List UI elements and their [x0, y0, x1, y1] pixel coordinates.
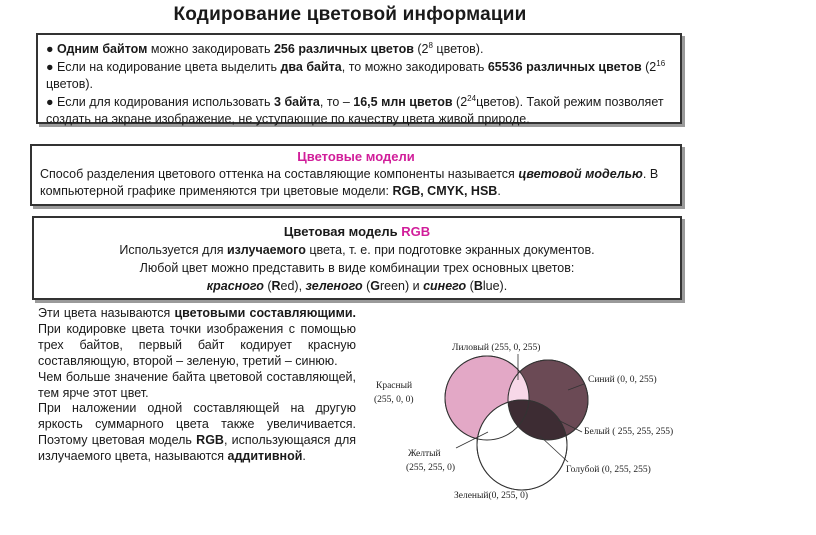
- page-title: Кодирование цветовой информации: [173, 4, 527, 25]
- color-models-box: [30, 144, 682, 206]
- blue-label: Синий (0, 0, 255): [588, 375, 657, 385]
- magenta-label: Лиловый (255, 0, 255): [452, 343, 541, 353]
- bullet-two-bytes: ● Если на кодирование цвета выделить два байта, то можно закодировать 65536 различных цветов ($2^{16}$ цветов).: [46, 58, 666, 91]
- rgb-primaries-text: красного (Red), зеленого (Green) и синего (Blue).: [206, 279, 508, 293]
- paragraph-components: Эти цвета называются цветовыми составляющими. При кодировке цвета точки изображения с помощью трех байтов, первый байт кодирует красную составляющую, второй – зеленую, третий – синюю.: [38, 306, 357, 368]
- rgb-explanation-text: [38, 306, 356, 465]
- rgb-combination-text: Любой цвет можно представить в виде комбинации трех основных цветов:: [139, 261, 575, 275]
- cyan-label: Голубой (0, 255, 255): [566, 465, 651, 475]
- paragraph-additive: При наложении одной составляющей на другую яркость суммарного цвета также увеличивается. Поэтому цветовая модель RGB, использующаяся для излучаемого цвета, называются аддитивной.: [38, 401, 357, 464]
- green-label: Зеленый(0, 255, 0): [454, 491, 529, 501]
- yellow-value: (255, 255, 0): [406, 463, 456, 473]
- rgb-venn-diagram: [370, 328, 700, 508]
- white-label: Белый ( 255, 255, 255): [584, 427, 674, 437]
- rgb-model-header: Цветовая модель RGB: [283, 224, 431, 239]
- paragraph-brightness: Чем больше значение байта цветовой составляющей, тем ярче этот цвет.: [38, 369, 356, 400]
- red-value: (255, 0, 0): [374, 395, 414, 405]
- yellow-label: Желтый: [408, 449, 441, 459]
- color-models-text: Способ разделения цветового оттенка на составляющие компоненты называется цветовой моделью. В компьютерной графике применяются три цветовые модели: RGB, CMYK, HSB.: [40, 167, 659, 198]
- encoding-info-box: [36, 33, 682, 124]
- bullet-one-byte: ● Одним байтом можно закодировать 256 различных цветов ($2^8$ цветов).: [46, 40, 484, 56]
- rgb-usage-text: Используется для излучаемого цвета, т. е. при подготовке экранных документов.: [119, 243, 595, 257]
- color-models-header: Цветовые модели: [297, 149, 415, 164]
- red-label: Красный: [376, 381, 413, 391]
- bullet-three-bytes: ● Если для кодирования использовать 3 байта, то – 16,5 млн цветов $(2^{24}цветов)$. Такой режим позволяет создать на экране изображение, не уступающие по качеству цвета живой природе.: [46, 93, 664, 126]
- rgb-model-box: [32, 216, 682, 300]
